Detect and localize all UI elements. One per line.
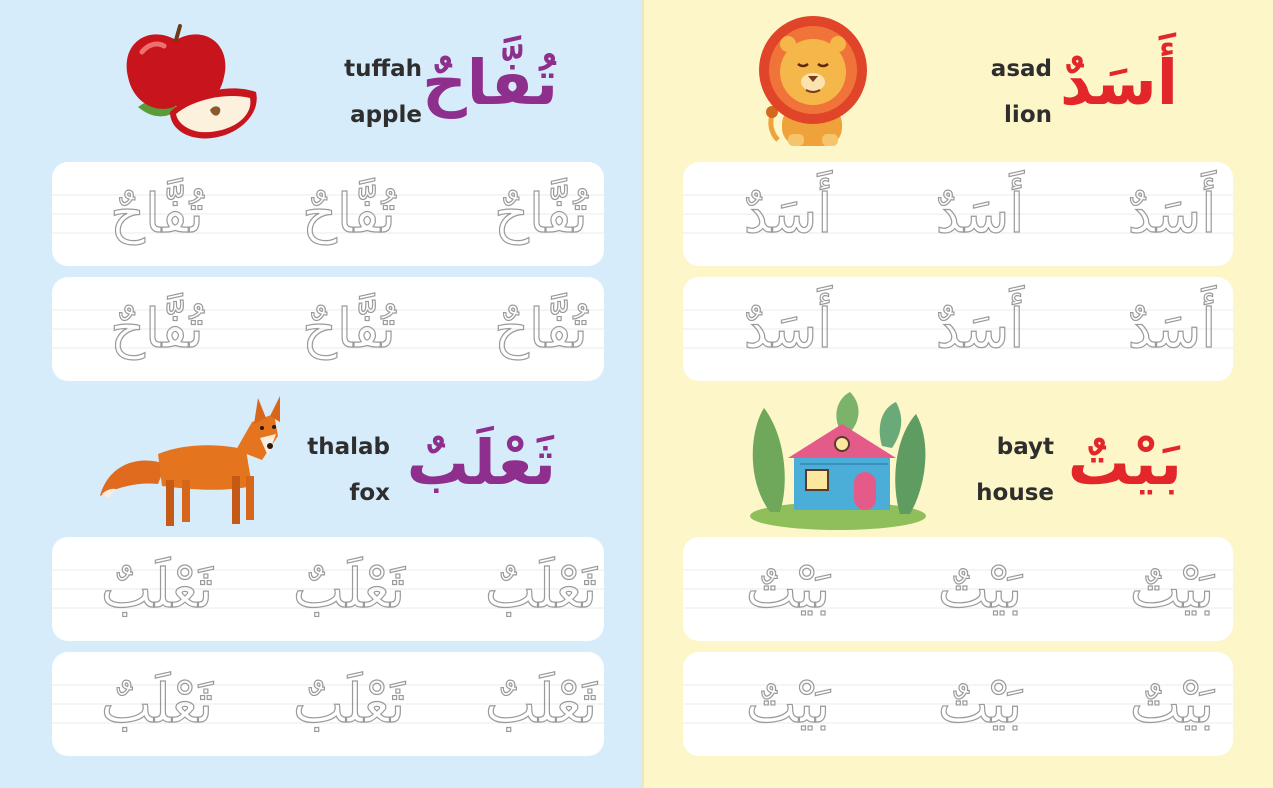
house-trace-word: بَيْتٌ (745, 557, 831, 620)
book-spine (641, 0, 644, 788)
house-trace-word: بَيْتٌ (745, 672, 831, 735)
house-arabic-word: بَيْتٌ (1067, 426, 1182, 499)
fox-trace-word: ثَعْلَبٌ (293, 672, 405, 735)
lion-transliteration: asad (990, 56, 1052, 82)
apple-trace-word: تُفَّاحٌ (110, 297, 204, 360)
apple-illustration (118, 22, 263, 144)
fox-english: fox (349, 480, 390, 506)
lion-trace-word: أَسَدٌ (743, 182, 833, 245)
house-trace-word: بَيْتٌ (1129, 672, 1215, 735)
house-tracing-row-2[interactable] (683, 652, 1233, 756)
apple-trace-word: تُفَّاحٌ (494, 182, 588, 245)
lion-trace-word: أَسَدٌ (743, 297, 833, 360)
fox-transliteration: thalab (307, 434, 390, 460)
house-english: house (976, 480, 1054, 506)
apple-trace-word: تُفَّاحٌ (302, 297, 396, 360)
house-trace-word: بَيْتٌ (937, 557, 1023, 620)
house-trace-word: بَيْتٌ (937, 672, 1023, 735)
apple-arabic-word: تُفَّاحٌ (422, 46, 558, 119)
house-trace-word: بَيْتٌ (1129, 557, 1215, 620)
fox-tracing-row-1[interactable] (52, 537, 604, 641)
fox-trace-word: ثَعْلَبٌ (485, 672, 597, 735)
lion-tracing-row-1[interactable] (683, 162, 1233, 266)
fox-tracing-row-2[interactable] (52, 652, 604, 756)
house-tracing-row-1[interactable] (683, 537, 1233, 641)
lion-trace-word: أَسَدٌ (935, 297, 1025, 360)
apple-transliteration: tuffah (344, 56, 422, 82)
lion-trace-word: أَسَدٌ (1127, 182, 1217, 245)
apple-tracing-row-1[interactable] (52, 162, 604, 266)
apple-trace-word: تُفَّاحٌ (110, 182, 204, 245)
lion-trace-word: أَسَدٌ (1127, 297, 1217, 360)
apple-english: apple (350, 102, 422, 128)
fox-trace-word: ثَعْلَبٌ (101, 672, 213, 735)
house-illustration (740, 390, 936, 530)
fox-illustration (96, 394, 288, 530)
apple-tracing-row-2[interactable] (52, 277, 604, 381)
apple-trace-word: تُفَّاحٌ (494, 297, 588, 360)
fox-trace-word: ثَعْلَبٌ (485, 557, 597, 620)
lion-tracing-row-2[interactable] (683, 277, 1233, 381)
fox-trace-word: ثَعْلَبٌ (293, 557, 405, 620)
apple-trace-word: تُفَّاحٌ (302, 182, 396, 245)
lion-trace-word: أَسَدٌ (935, 182, 1025, 245)
lion-arabic-word: أَسَدٌ (1059, 46, 1178, 119)
lion-english: lion (1004, 102, 1052, 128)
lion-illustration (752, 10, 874, 152)
fox-arabic-word: ثَعْلَبٌ (406, 426, 556, 499)
fox-trace-word: ثَعْلَبٌ (101, 557, 213, 620)
house-transliteration: bayt (996, 434, 1054, 460)
